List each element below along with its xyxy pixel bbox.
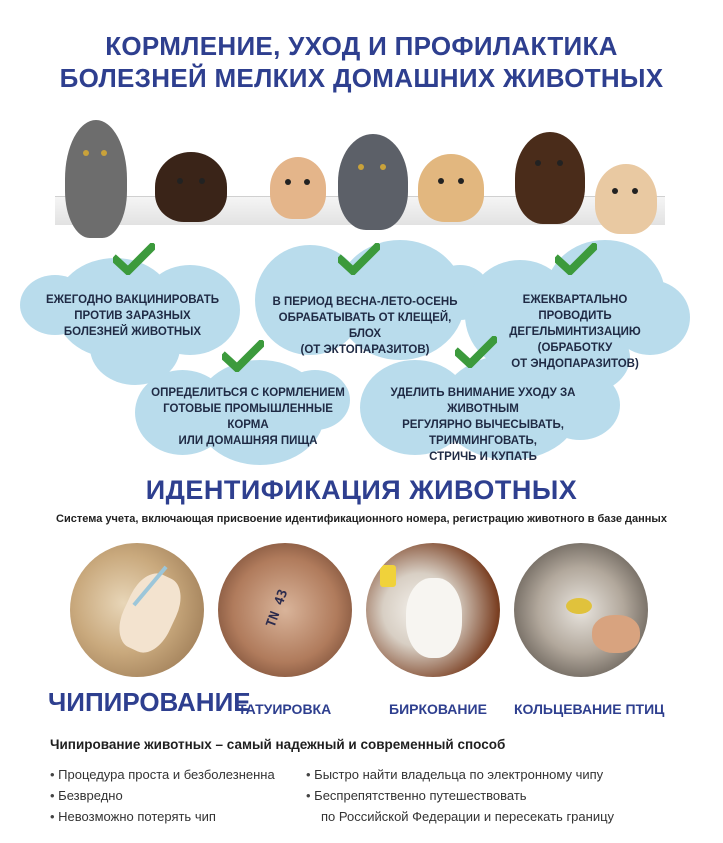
golden-puppy-illustration <box>418 154 484 222</box>
checkmark-icon <box>555 243 597 275</box>
chipping-lead: Чипирование животных – самый надежный и современный способ <box>50 737 506 752</box>
checkmark-icon <box>222 340 264 372</box>
animals-illustration <box>40 112 680 252</box>
cream-kitten-illustration <box>595 164 657 234</box>
chipping-benefits-right <box>306 764 614 827</box>
method-tattoo: ТАТУИРОВКА <box>238 701 332 717</box>
tip-deworming: ЕЖЕКВАРТАЛЬНО ПРОВОДИТЬ ДЕГЕЛЬМИНТИЗАЦИЮ (ОБРАБОТКУ ОТ ЭНДОПАРАЗИТОВ) <box>509 294 641 370</box>
list-item: • Безвредно <box>50 785 275 806</box>
ginger-kitten-illustration <box>270 157 326 219</box>
chipping-benefits-left <box>50 764 275 827</box>
grey-kitten-illustration <box>65 120 127 238</box>
list-item-continuation: по Российской Федерации и пересекать границу <box>321 809 615 824</box>
checkmark-icon <box>338 243 380 275</box>
doberman-puppy-illustration <box>155 152 227 222</box>
title-line-1: КОРМЛЕНИЕ, УХОД И ПРОФИЛАКТИКА <box>105 31 618 61</box>
tip-vaccination: ЕЖЕГОДНО ВАКЦИНИРОВАТЬ ПРОТИВ ЗАРАЗНЫХ БОЛЕЗНЕЙ ЖИВОТНЫХ <box>45 294 220 338</box>
method-bird-ringing: КОЛЬЦЕВАНИЕ ПТИЦ <box>514 701 665 717</box>
bird-ringing-photo <box>514 543 648 677</box>
tattoo-photo: TN 43 <box>218 543 352 677</box>
checkmark-icon <box>113 243 155 275</box>
ear-tag-photo <box>366 543 500 677</box>
method-chipping: ЧИПИРОВАНИЕ <box>48 687 251 717</box>
list-item: • Беспрепятственно путешествовать <box>306 785 614 806</box>
grey-cat-illustration <box>338 134 408 230</box>
tip-ectoparasites: В ПЕРИОД ВЕСНА-ЛЕТО-ОСЕНЬ ОБРАБАТЫВАТЬ ОТ КЛЕЩЕЙ, БЛОХ (ОТ ЭКТОПАРАЗИТОВ) <box>272 296 458 356</box>
tip-feeding: ОПРЕДЕЛИТЬСЯ С КОРМЛЕНИЕМ ГОТОВЫЕ ПРОМЫШЛЕННЫЕ КОРМА ИЛИ ДОМАШНЯЯ ПИЩА <box>151 387 345 447</box>
identification-title: ИДЕНТИФИКАЦИЯ ЖИВОТНЫХ <box>145 475 578 505</box>
list-item: • Невозможно потерять чип <box>50 806 275 827</box>
list-item: • Процедура проста и безболезненна <box>50 764 275 785</box>
page-title <box>0 30 723 94</box>
method-ear-tag: БИРКОВАНИЕ <box>389 701 487 717</box>
title-line-2: БОЛЕЗНЕЙ МЕЛКИХ ДОМАШНИХ ЖИВОТНЫХ <box>59 63 664 93</box>
list-item: • Быстро найти владельца по электронному чипу <box>306 764 614 785</box>
chipping-photo <box>70 543 204 677</box>
tip-grooming: УДЕЛИТЬ ВНИМАНИЕ УХОДУ ЗА ЖИВОТНЫМ РЕГУЛЯРНО ВЫЧЕСЫВАТЬ, ТРИММИНГОВАТЬ, СТРИЧЬ И КУПАТЬ <box>390 387 576 463</box>
identification-subtitle: Система учета, включающая присвоение идентификационного номера, регистрацию животного в базе данных <box>56 513 667 525</box>
dachshund-illustration <box>515 132 585 224</box>
